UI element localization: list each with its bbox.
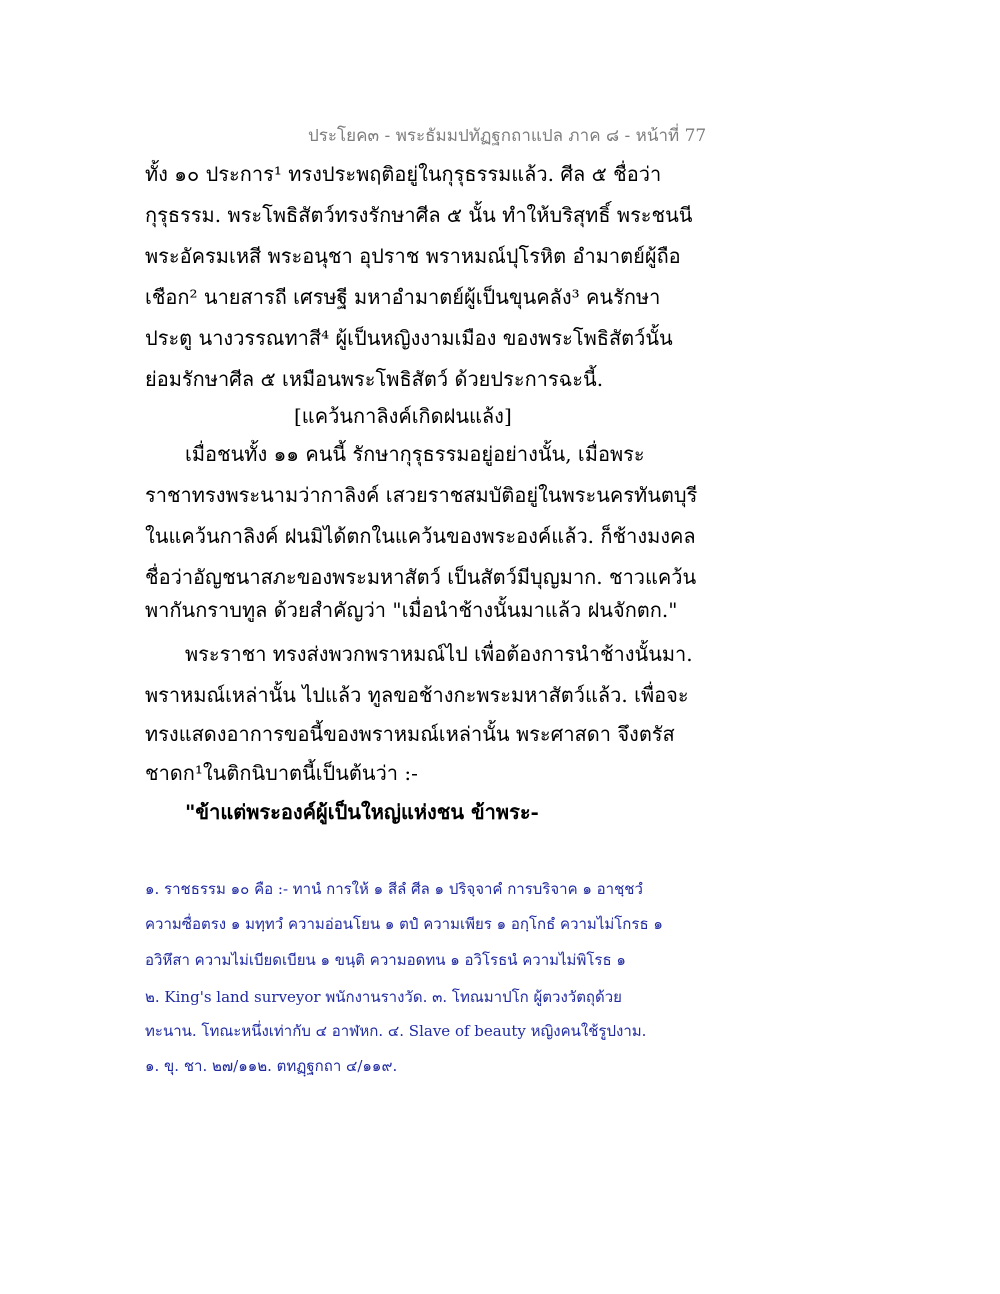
footnote-line: ๑. ราชธรรม ๑๐ คือ :- ทานํ การให้ ๑ สีลํ ศีล ๑ ปริจฺจาคํ การบริจาค ๑ อาชฺชวํ (145, 880, 643, 898)
body-line: ชาดก¹ในติกนิบาตนี้เป็นต้นว่า :- (145, 761, 418, 785)
body-line: พระอัครมเหสี พระอนุชา อุปราช พราหมณ์ปุโรหิต อำมาตย์ผู้ถือ (145, 244, 681, 268)
body-line: ย่อมรักษาศีล ๕ เหมือนพระโพธิสัตว์ ด้วยประการฉะนี้. (145, 367, 604, 391)
body-line: ชื่อว่าอัญชนาสภะของพระมหาสัตว์ เป็นสัตว์มีบุญมาก. ชาวแคว้น (145, 565, 697, 589)
body-line: ในแคว้นกาลิงค์ ฝนมิได้ตกในแคว้นของพระองค์แล้ว. ก็ช้างมงคล (145, 524, 696, 548)
body-line: เชือก² นายสารถี เศรษฐี มหาอำมาตย์ผู้เป็นขุนคลัง³ คนรักษา (145, 285, 661, 309)
footnote-line: ความซื่อตรง ๑ มทฺทวํ ความอ่อนโยน ๑ ตปํ ความเพียร ๑ อกฺโกธํ ความไม่โกรธ ๑ (145, 915, 663, 933)
footnote-line: ทะนาน. โทณะหนึ่งเท่ากับ ๔ อาฬหก. ๔. Slave of beauty หญิงคนใช้รูปงาม. (145, 1022, 647, 1040)
footnote-line: ๒. King's land surveyor พนักงานรางวัด. ๓. โทณมาปโก ผู้ตวงวัตถุด้วย (145, 988, 622, 1006)
verse-quote: "ข้าแต่พระองค์ผู้เป็นใหญ่แห่งชน ข้าพระ- (185, 800, 539, 824)
body-line: ทั้ง ๑๐ ประการ¹ ทรงประพฤติอยู่ในกุรุธรรมแล้ว. ศีล ๕ ชื่อว่า (145, 162, 662, 186)
footnote-line: ๑. ขุ. ชา. ๒๗/๑๑๒. ตทฏฺฐกถา ๔/๑๑๙. (145, 1057, 398, 1075)
body-line: ราชาทรงพระนามว่ากาลิงค์ เสวยราชสมบัติอยู่ในพระนครทันตบุรี (145, 483, 698, 507)
section-heading: [แคว้นกาลิงค์เกิดฝนแล้ง] (294, 404, 512, 428)
paragraph-start: พระราชา ทรงส่งพวกพราหมณ์ไป เพื่อต้องการนำช้างนั้นมา. (185, 642, 693, 666)
body-line: ประตู นางวรรณทาสี⁴ ผู้เป็นหญิงงามเมือง ของพระโพธิสัตว์นั้น (145, 326, 673, 350)
paragraph-start: เมื่อชนทั้ง ๑๑ คนนี้ รักษากุรุธรรมอยู่อย่างนั้น, เมื่อพระ (185, 442, 645, 466)
body-line: กุรุธรรม. พระโพธิสัตว์ทรงรักษาศีล ๕ นั้น ทำให้บริสุทธิ์ พระชนนี (145, 203, 693, 227)
page-header: ประโยค๓ - พระธัมมปทัฏฐกถาแปล ภาค ๘ - หน้าที่ 77 (308, 126, 707, 146)
body-line: พากันกราบทูล ด้วยสำคัญว่า "เมื่อนำช้างนั้นมาแล้ว ฝนจักตก." (145, 598, 678, 622)
footnote-line: อวิหึสา ความไม่เบียดเบียน ๑ ขนฺติ ความอดทน ๑ อวิโรธนํ ความไม่พิโรธ ๑ (145, 951, 626, 969)
body-line: พราหมณ์เหล่านั้น ไปแล้ว ทูลขอช้างกะพระมหาสัตว์แล้ว. เพื่อจะ (145, 683, 689, 707)
body-line: ทรงแสดงอาการขอนี้ของพราหมณ์เหล่านั้น พระศาสดา จึงตรัส (145, 722, 675, 746)
